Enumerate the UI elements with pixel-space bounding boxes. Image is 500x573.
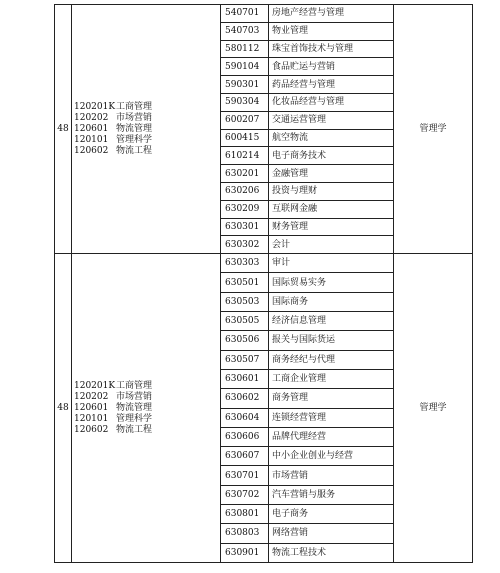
table-body	[55, 5, 473, 563]
vocational-code: 630506	[221, 331, 269, 350]
discipline-category: 管理学	[394, 254, 473, 563]
major-code: 120101	[74, 413, 109, 424]
vocational-major-name: 交通运营管理	[269, 111, 394, 129]
vocational-code: 630901	[221, 543, 269, 562]
table-row	[55, 254, 473, 273]
vocational-code: 630602	[221, 389, 269, 408]
vocational-code: 590301	[221, 76, 269, 94]
table-row	[55, 5, 473, 23]
major-line	[74, 102, 220, 113]
vocational-code: 600415	[221, 129, 269, 147]
vocational-major-name: 商务经纪与代理	[269, 350, 394, 369]
undergraduate-majors-cell	[72, 254, 221, 563]
major-name: 物流工程	[116, 424, 153, 435]
major-code: 120101	[74, 134, 109, 145]
major-code: 120201K	[74, 101, 116, 112]
major-name: 工商管理	[116, 380, 153, 391]
vocational-major-name: 审计	[269, 254, 394, 273]
vocational-code: 630209	[221, 200, 269, 218]
vocational-code: 540701	[221, 5, 269, 23]
discipline-category: 管理学	[394, 5, 473, 254]
vocational-major-name: 汽车营销与服务	[269, 485, 394, 504]
vocational-major-name: 投资与理财	[269, 182, 394, 200]
vocational-major-name: 经济信息管理	[269, 312, 394, 331]
sequence-number: 48	[55, 5, 72, 254]
vocational-code: 630201	[221, 165, 269, 183]
major-name: 管理科学	[116, 413, 153, 424]
vocational-code: 630505	[221, 312, 269, 331]
vocational-code: 630604	[221, 408, 269, 427]
major-name: 物流工程	[116, 145, 153, 156]
vocational-code: 630503	[221, 292, 269, 311]
major-line	[74, 135, 220, 146]
vocational-code: 610214	[221, 147, 269, 165]
vocational-code: 630302	[221, 236, 269, 254]
major-line	[74, 392, 220, 403]
vocational-major-name: 珠宝首饰技术与管理	[269, 40, 394, 58]
major-code: 120202	[74, 391, 109, 402]
major-line	[74, 124, 220, 135]
vocational-code: 630803	[221, 524, 269, 543]
undergraduate-majors-cell	[72, 5, 221, 254]
major-code: 120601	[74, 402, 109, 413]
major-line	[74, 403, 220, 414]
vocational-major-name: 互联网金融	[269, 200, 394, 218]
major-name: 市场营销	[116, 391, 153, 402]
vocational-code: 590104	[221, 58, 269, 76]
vocational-code: 540703	[221, 22, 269, 40]
sequence-number: 48	[55, 254, 72, 563]
vocational-code: 630607	[221, 447, 269, 466]
vocational-major-name: 金融管理	[269, 165, 394, 183]
vocational-major-name: 中小企业创业与经营	[269, 447, 394, 466]
vocational-code: 630501	[221, 273, 269, 292]
major-name: 工商管理	[116, 101, 153, 112]
vocational-code: 630303	[221, 254, 269, 273]
vocational-code: 630701	[221, 466, 269, 485]
vocational-code: 630702	[221, 485, 269, 504]
vocational-code: 630507	[221, 350, 269, 369]
major-line	[74, 425, 220, 436]
vocational-code: 600207	[221, 111, 269, 129]
vocational-code: 630206	[221, 182, 269, 200]
major-code: 120602	[74, 424, 109, 435]
vocational-major-name: 连锁经营管理	[269, 408, 394, 427]
vocational-major-name: 药品经营与管理	[269, 76, 394, 94]
vocational-major-name: 航空物流	[269, 129, 394, 147]
vocational-major-name: 商务管理	[269, 389, 394, 408]
vocational-code: 580112	[221, 40, 269, 58]
vocational-major-name: 网络营销	[269, 524, 394, 543]
vocational-major-name: 电子商务	[269, 505, 394, 524]
vocational-major-name: 食品贮运与营销	[269, 58, 394, 76]
vocational-major-name: 品牌代理经营	[269, 427, 394, 446]
vocational-major-name: 会计	[269, 236, 394, 254]
major-line	[74, 381, 220, 392]
vocational-code: 630301	[221, 218, 269, 236]
major-name: 物流管理	[116, 402, 153, 413]
vocational-major-name: 化妆品经营与管理	[269, 93, 394, 111]
major-mapping-table	[54, 4, 473, 563]
vocational-code: 590304	[221, 93, 269, 111]
major-code: 120202	[74, 112, 109, 123]
vocational-major-name: 国际商务	[269, 292, 394, 311]
major-code: 120601	[74, 123, 109, 134]
vocational-major-name: 报关与国际货运	[269, 331, 394, 350]
major-line	[74, 414, 220, 425]
vocational-code: 630801	[221, 505, 269, 524]
vocational-major-name: 市场营销	[269, 466, 394, 485]
vocational-major-name: 工商企业管理	[269, 369, 394, 388]
major-line	[74, 113, 220, 124]
vocational-major-name: 电子商务技术	[269, 147, 394, 165]
vocational-major-name: 房地产经营与管理	[269, 5, 394, 23]
major-name: 管理科学	[116, 134, 153, 145]
vocational-major-name: 物业管理	[269, 22, 394, 40]
major-name: 物流管理	[116, 123, 153, 134]
vocational-major-name: 物流工程技术	[269, 543, 394, 562]
vocational-major-name: 国际贸易实务	[269, 273, 394, 292]
vocational-major-name: 财务管理	[269, 218, 394, 236]
major-code: 120602	[74, 145, 109, 156]
vocational-code: 630606	[221, 427, 269, 446]
major-code: 120201K	[74, 380, 116, 391]
major-name: 市场营销	[116, 112, 153, 123]
vocational-code: 630601	[221, 369, 269, 388]
major-line	[74, 146, 220, 157]
